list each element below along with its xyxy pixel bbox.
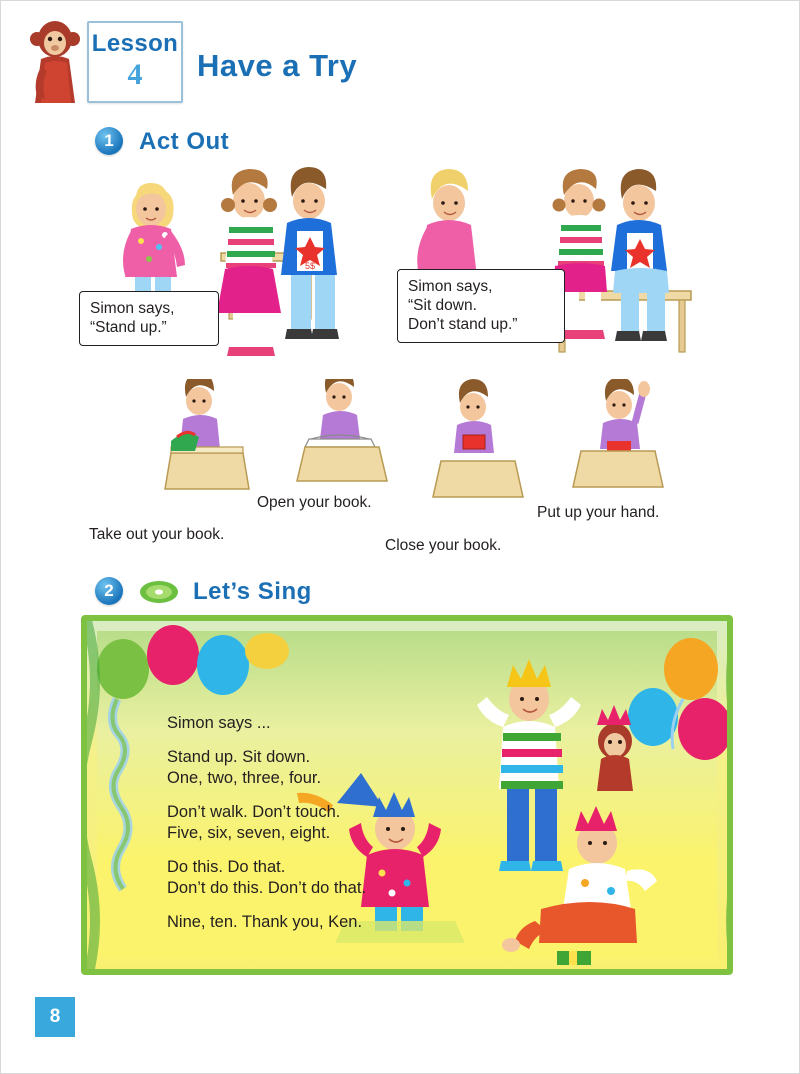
bubble-line: “Stand up.” [90, 319, 167, 336]
section-number-1: 1 [95, 127, 123, 155]
page-title: Have a Try [197, 48, 358, 83]
caption-close-your-book: Close your book. [385, 537, 502, 554]
lyric-stanza [167, 713, 497, 734]
lyric-line: Don’t walk. Don’t touch. [167, 803, 341, 821]
caption-open-your-book: Open your book. [257, 494, 372, 511]
svg-text:5$: 5$ [305, 261, 316, 271]
lyric-stanza [167, 747, 497, 789]
bubble-line: Simon says, [90, 300, 175, 317]
lyric-line: Simon says ... [167, 714, 271, 732]
section-number-2: 2 [95, 577, 123, 605]
lesson-badge [87, 21, 183, 103]
lyric-line: Do this. Do that. [167, 858, 286, 876]
bubble-line: “Sit down. [408, 297, 477, 314]
bubble-line: Don’t stand up.” [408, 316, 518, 333]
lyric-line: Stand up. Sit down. [167, 748, 311, 766]
monkey-mascot-icon [27, 17, 89, 109]
speech-bubble-stand-up [79, 291, 219, 346]
lyric-stanza [167, 802, 497, 844]
speech-bubble-sit-down [397, 269, 565, 343]
lesson-number: 4 [127, 58, 143, 91]
song-lyrics [167, 713, 497, 946]
lyric-stanza [167, 857, 497, 899]
section-title-act-out: Act Out [139, 128, 230, 155]
cd-disc-icon [139, 579, 179, 605]
lyric-line: Don’t do this. Don’t do that. [167, 879, 367, 897]
page-number-badge: 8 [35, 997, 75, 1037]
song-panel [81, 615, 733, 975]
section-title-lets-sing: Let’s Sing [193, 578, 312, 605]
bubble-line: Simon says, [408, 278, 493, 295]
lyric-line: Five, six, seven, eight. [167, 824, 331, 842]
lyric-line: Nine, ten. Thank you, Ken. [167, 913, 363, 931]
caption-put-up-your-hand: Put up your hand. [537, 504, 660, 521]
caption-take-out-your-book: Take out your book. [89, 526, 225, 543]
lesson-label: Lesson [91, 30, 179, 57]
page-header [1, 1, 800, 113]
lyric-stanza [167, 912, 497, 933]
lyric-line: One, two, three, four. [167, 769, 322, 787]
